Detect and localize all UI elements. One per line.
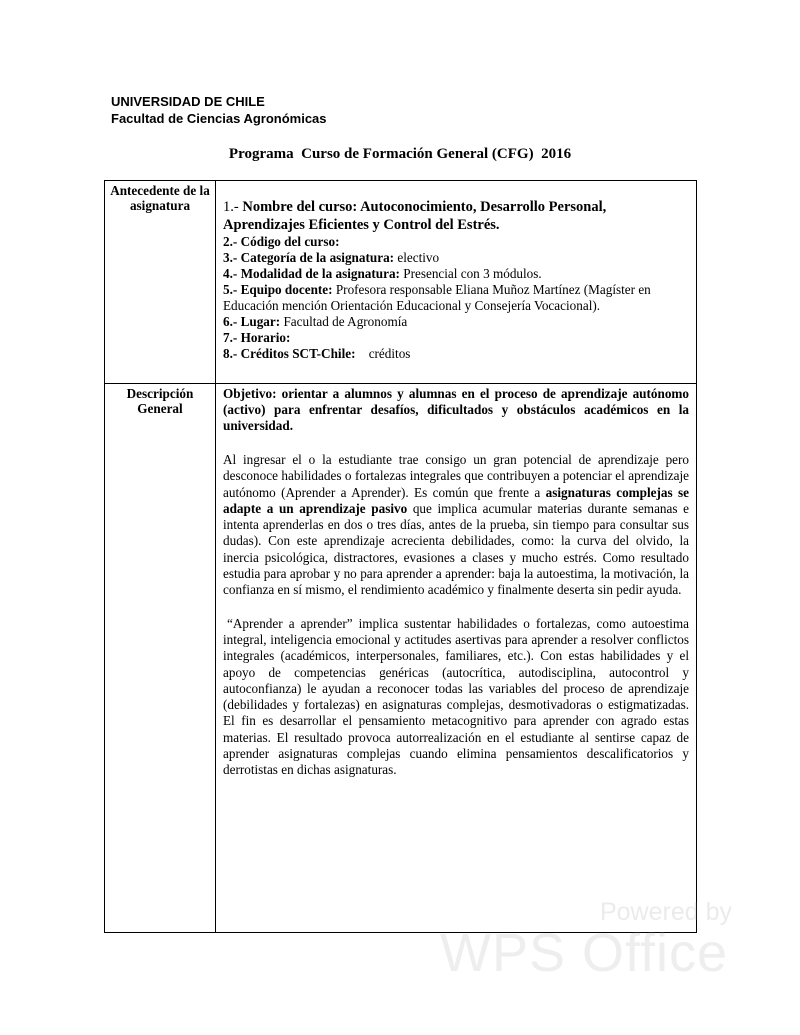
table-row xyxy=(105,181,697,384)
row-label-antecedentes: Antecedente de la asignatura xyxy=(105,181,216,384)
item-place: 6.- Lugar: Facultad de Agronomía xyxy=(223,314,408,329)
document-header xyxy=(111,93,327,127)
objective-text: Objetivo: orientar a alumnos y alumnas en el proceso de aprendizaje autónomo (activo) para enfrentar desafíos, dificultados y obstáculos académicos en la universidad. xyxy=(223,386,689,433)
faculty-name: Facultad de Ciencias Agronómicas xyxy=(111,111,327,126)
course-name: Nombre del curso: Autoconocimiento, Desarrollo Personal, Aprendizajes Eficientes y Control del Estrés. xyxy=(223,199,607,233)
course-number: 1.- xyxy=(223,199,239,215)
item-credits: 8.- Créditos SCT-Chile: créditos xyxy=(223,346,411,361)
row-content-antecedentes xyxy=(216,181,697,384)
item-modality: 4.- Modalidad de la asignatura: Presencial con 3 módulos. xyxy=(223,266,542,281)
table-row xyxy=(105,384,697,933)
document-title xyxy=(0,146,800,163)
item-schedule: 7.- Horario: xyxy=(223,330,291,345)
program-title: Programa Curso de Formación General (CFG) 2016 xyxy=(228,146,572,162)
paragraph-1: Al ingresar el o la estudiante trae consigo un gran potencial de aprendizaje pero desconoce habilidades o fortalezas integrales que contribuyen a potenciar el aprendizaje autónomo (Aprender a Aprender). Es común que frente a asignaturas complejas se adapte a un aprendizaje pasivo que implica acumular materias durante semanas e intenta aprenderlas en dos o tres días, antes de la prueba, sin tiempo para consultar sus dudas). Con este aprendizaje acrecienta debilidades, como: la curva del olvido, la inercia psicológica, distractores, evasiones a clases y mucho estrés. Como resultado estudia para aprobar y no para aprender a aprender: baja la autoestima, la motivación, la confianza en sí mismo, el rendimiento académico y finalmente deserta sin pedir ayuda. xyxy=(223,452,689,598)
watermark-brand-logo: WPS Office xyxy=(440,923,729,983)
item-code: 2.- Código del curso: xyxy=(223,234,340,249)
course-name-line xyxy=(223,198,689,234)
watermark-powered-text: Powered by xyxy=(599,898,732,926)
row-content-descripcion xyxy=(216,384,697,933)
paragraph-2: “Aprender a aprender” implica sustentar habilidades o fortalezas, como autoestima integral, inteligencia emocional y actitudes asertivas para aprender a resolver conflictos integrales (académicos, interpersonales, familiares, etc.). Con estas habilidades y el apoyo de competencias genéricas (autocrítica, autodisciplina, autocontrol y autoconfianza) le ayudan a reconocer todas las variables del proceso de aprendizaje (debilidades y fortalezas) en asignaturas complejas, desmotivadoras o estigmatizadas. El fin es desarrollar el pensamiento metacognitivo para aprender con agrado estas materias. El resultado provoca autorrealización en el estudiante al sentirse capaz de aprender asignaturas complejas cuando elimina pensamientos descalificatorios y derrotistas en dichas asignaturas. xyxy=(223,615,689,778)
item-category: 3.- Categoría de la asignatura: electivo xyxy=(223,250,440,265)
program-table xyxy=(104,180,697,933)
university-name: UNIVERSIDAD DE CHILE xyxy=(111,94,265,109)
item-team: 5.- Equipo docente: Profesora responsable Eliana Muñoz Martínez (Magíster en Educación mención Orientación Educacional y Consejería Vocacional). xyxy=(223,282,651,313)
row-label-descripcion: Descripción General xyxy=(105,384,216,933)
wps-watermark xyxy=(440,898,740,983)
